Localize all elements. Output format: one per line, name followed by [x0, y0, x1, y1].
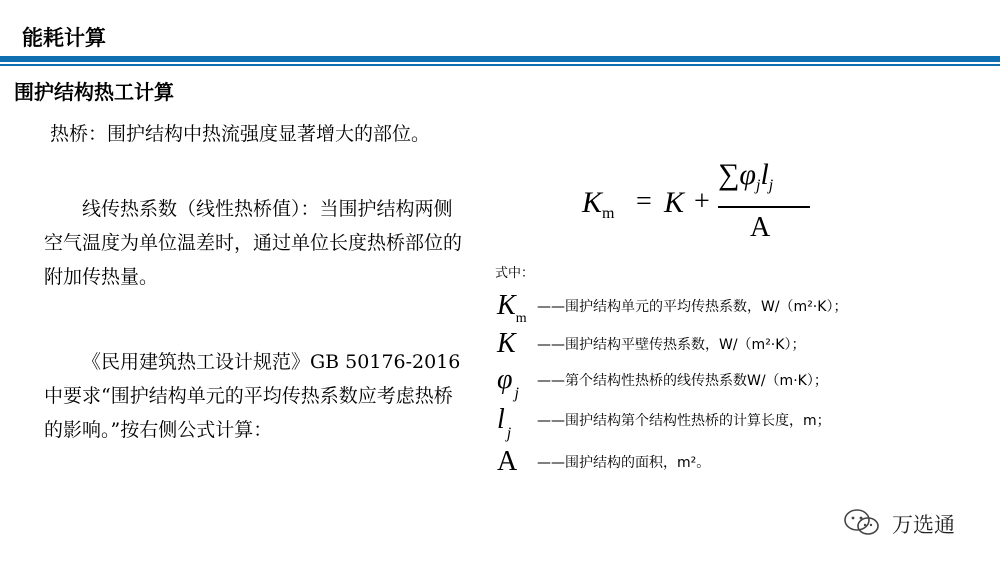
title-divider — [0, 56, 1000, 62]
formula-fraction-bar — [718, 206, 810, 208]
formula-denominator: A — [750, 212, 771, 243]
title-divider-thin — [0, 64, 1000, 66]
formula-equals: = — [636, 186, 652, 217]
code-requirement-paragraph — [44, 345, 464, 447]
section-title: 围护结构热工计算 — [14, 80, 174, 104]
formula-plus: + — [694, 186, 710, 217]
watermark-text: 万选通 — [892, 513, 955, 537]
legend-item: φ $_j$ ——第个结构性热桥的线传热系数W/（m·K）； — [497, 364, 828, 402]
wechat-icon — [842, 507, 882, 537]
legend-item: $K_m$ ——围护结构单元的平均传热系数，W/（m²·K）； — [497, 290, 848, 326]
linear-coefficient-text: 线传热系数（线性热桥值）：当围护结构两侧空气温度为单位温差时，通过单位长度热桥部位的附加传热量。 — [44, 198, 463, 288]
legend-item: K ——围护结构平壁传热系数，W/（m²·K）； — [497, 328, 806, 359]
formula-lhs: $K_m$ — [582, 186, 615, 222]
code-requirement-text: 《民用建筑热工设计规范》GB 50176-2016中要求“围护结构单元的平均传热系数应考虑热桥的影响。”按右侧公式计算： — [44, 351, 461, 441]
legend-item: l $_j$ ——围护结构第个结构性热桥的计算长度，m； — [497, 404, 831, 442]
page-title: 能耗计算 — [22, 26, 106, 50]
thermal-bridge-definition: 热桥：围护结构中热流强度显著增大的部位。 — [50, 123, 431, 145]
legend-item: A ——围护结构的面积，m²。 — [497, 446, 711, 477]
where-label: 式中： — [495, 266, 535, 281]
linear-coefficient-paragraph — [44, 192, 464, 294]
formula-k: K — [664, 186, 685, 219]
formula — [578, 158, 838, 248]
watermark — [842, 505, 982, 541]
formula-numerator: $\sum\varphi_jl_j$ — [718, 158, 774, 194]
